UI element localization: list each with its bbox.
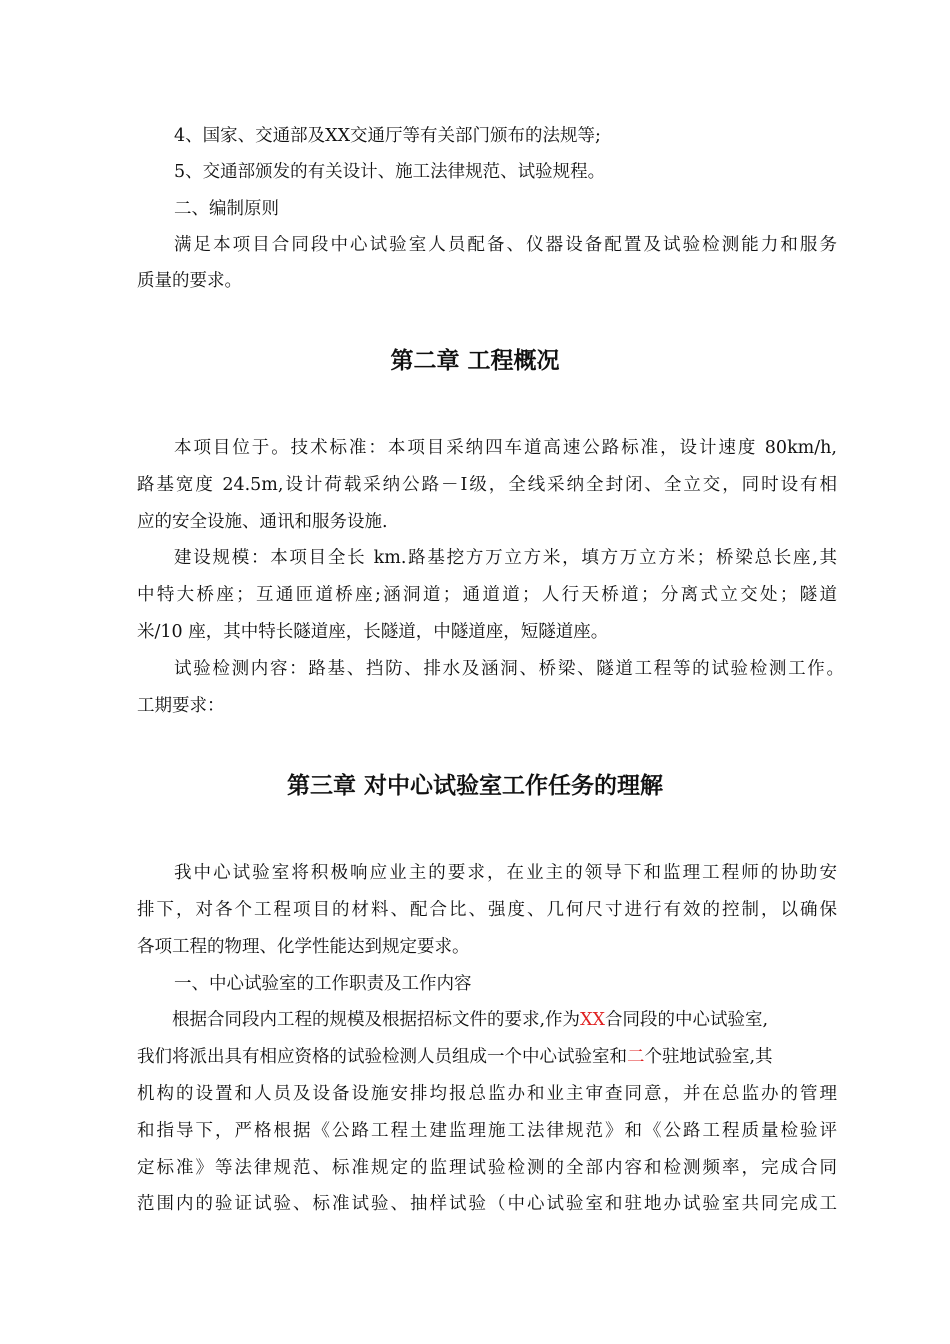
paragraph-line: 定标准》等法律规范、标准规定的监理试验检测的全部内容和检测频率，完成合同 [137,1158,837,1178]
paragraph-line: 试验检测内容：路基、挡防、排水及涵洞、桥梁、隧道工程等的试验检测工作。 [174,659,844,679]
paragraph-line: 质量的要求。 [137,271,242,291]
paragraph-line: 和指导下，严格根据《公路工程土建监理施工法律规范》和《公路工程质量检验评 [137,1121,837,1141]
paragraph-line: 排下，对各个工程项目的材料、配合比、强度、几何尺寸进行有效的控制，以确保 [137,900,837,920]
highlight-text: XX [580,1010,605,1030]
paragraph-line: 建设规模：本项目全长 km.路基挖方万立方米，填方万立方米；桥梁总长座,其 [174,548,837,568]
chapter-2-title: 第二章 工程概况 [390,348,560,374]
paragraph-line: 工期要求： [137,696,225,716]
paragraph-line: 米/10 座，其中特长隧道座，长隧道，中隧道座，短隧道座。 [137,622,609,642]
highlight-text: 二 [627,1047,645,1067]
paragraph-line: 根据合同段内工程的规模及根据招标文件的要求,作为XX合同段的中心试验室, [172,1010,769,1030]
paragraph-line: 本项目位于。技术标准：本项目采纳四车道高速公路标准，设计速度 80km/h, [174,438,837,458]
paragraph-line: 满足本项目合同段中心试验室人员配备、仪器设备配置及试验检测能力和服务 [174,235,837,255]
paragraph-line: 路基宽度 24.5m,设计荷载采纳公路－Ⅰ级，全线采纳全封闭、全立交，同时设有相 [137,475,837,495]
paragraph-item-5: 5、交通部颁发的有关设计、施工法律规范、试验规程。 [174,162,606,182]
paragraph-line: 中特大桥座；互通匝道桥座;涵洞道；通道道；人行天桥道；分离式立交处；隧道 [137,585,837,605]
chapter-3-title: 第三章 对中心试验室工作任务的理解 [286,773,663,799]
section-heading-duties: 一、中心试验室的工作职责及工作内容 [174,974,472,994]
paragraph-line: 我们将派出具有相应资格的试验检测人员组成一个中心试验室和二个驻地试验室,其 [137,1047,773,1067]
paragraph-line: 各项工程的物理、化学性能达到规定要求。 [137,937,470,957]
section-heading-principles: 二、编制原则 [174,199,279,219]
paragraph-item-4: 4、国家、交通部及XX交通厅等有关部门颁布的法规等; [174,126,601,146]
paragraph-line: 机构的设置和人员及设备设施安排均报总监办和业主审查同意，并在总监办的管理 [137,1084,837,1104]
paragraph-line: 我中心试验室将积极响应业主的要求，在业主的领导下和监理工程师的协助安 [174,863,837,883]
paragraph-line: 应的安全设施、通讯和服务设施. [137,512,388,532]
paragraph-line: 范围内的验证试验、标准试验、抽样试验（中心试验室和驻地办试验室共同完成工 [137,1194,837,1214]
